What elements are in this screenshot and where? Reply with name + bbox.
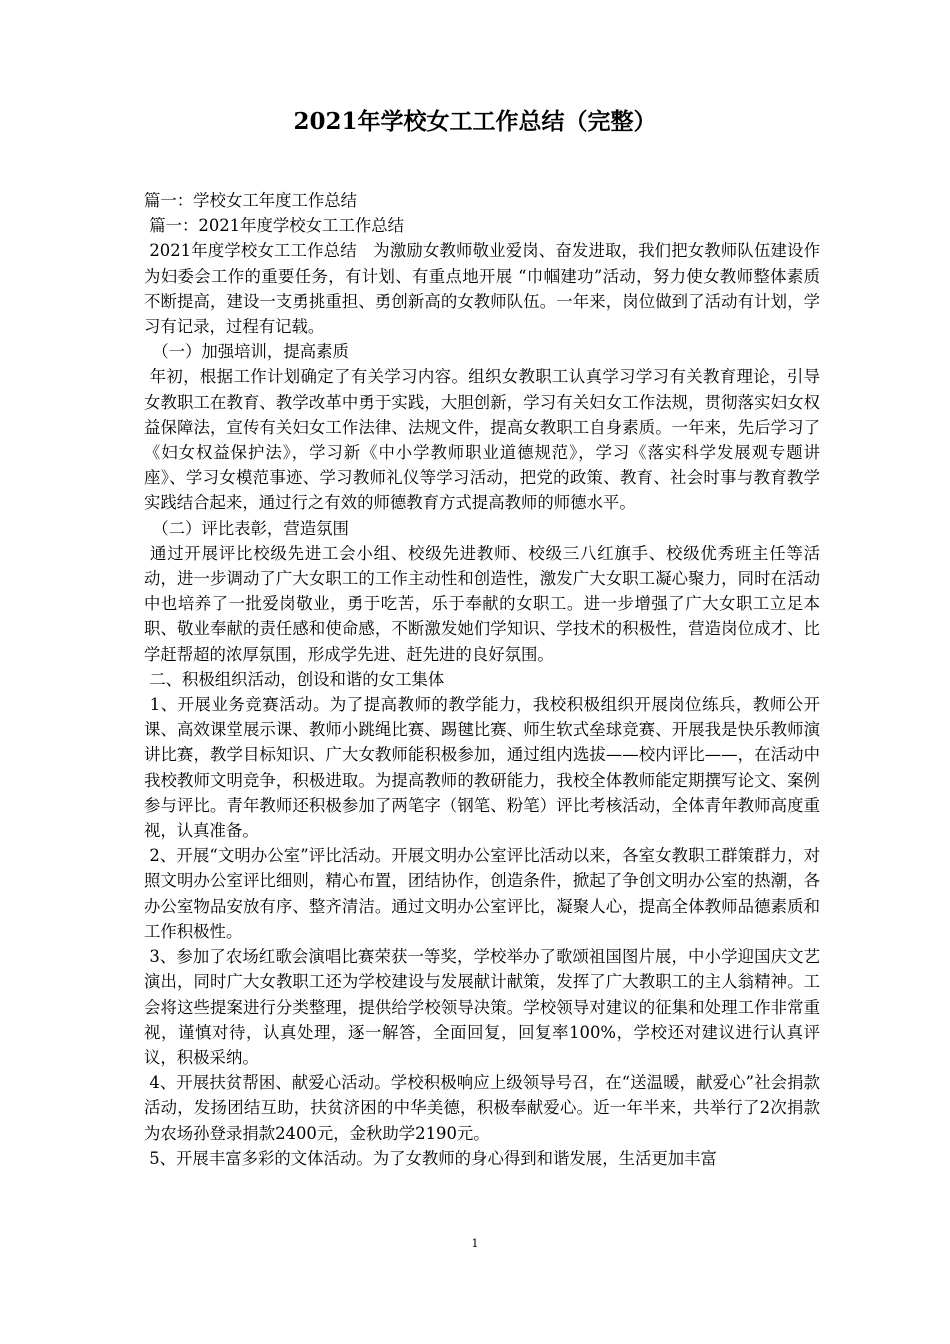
paragraph-subsection-heading: 篇一：2021年度学校女工工作总结 [144, 216, 405, 236]
paragraph-heading-evaluation: （二）评比表彰，营造氛围 [144, 518, 349, 538]
paragraph-heading-activities: 二、积极组织活动，创设和谐的女工集体 [144, 669, 445, 689]
paragraph-activity-2: 2、开展“文明办公室”评比活动。开展文明办公室评比活动以来，各室女教职工群策群力，对照文明办公室评比细则，精心布置，团结协作，创造条件，掀起了争创文明办公室的热潮，各办公室物品安放有序、整齐清洁。通过文明办公室评比，凝聚人心，提高全体教师品德素质和工作积极性。 [144, 846, 821, 941]
paragraph-section-heading: 篇一：学校女工年度工作总结 [144, 191, 358, 210]
paragraph-training: 年初，根据工作计划确定了有关学习内容。组织女教职工认真学习学习有关教育理论，引导女教职工在教育、教学改革中勇于实践，大胆创新，学习有关妇女工作法规，贯彻落实妇女权益保障法，宣传有关妇女工作法律、法规文件，提高女教职工自身素质。一年来，先后学习了《妇女权益保护法》，学习新《中小学教师职业道德规范》，学习《落实科学发展观专题讲座》、学习女模范事迹、学习教师礼仪等学习活动，把党的政策、教育、社会时事与教育教学实践结合起来，通过行之有效的师德教育方式提高教师的师德水平。 [144, 367, 820, 513]
document-body [144, 188, 820, 1171]
paragraph-activity-1: 1、开展业务竞赛活动。为了提高教师的教学能力，我校积极组织开展岗位练兵，教师公开课、高效课堂展示课、教师小跳绳比赛、踢毽比赛、师生软式垒球竞赛、开展我是快乐教师演讲比赛，教学目标知识、广大女教师能积极参加，通过组内选拔——校内评比——，在活动中我校教师文明竞争，积极进取。为提高教师的教研能力，我校全体教师能定期撰写论文、案例参与评比。青年教师还积极参加了两笔字（钢笔、粉笔）评比考核活动，全体青年教师高度重视，认真准备。 [144, 695, 820, 841]
paragraph-activity-3: 3、参加了农场红歌会演唱比赛荣获一等奖，学校举办了歌颂祖国图片展，中小学迎国庆文艺演出，同时广大女教职工还为学校建设与发展献计献策，发挥了广大教职工的主人翁精神。工会将这些提案进行分类整理，提供给学校领导决策。学校领导对建议的征集和处理工作非常重视，谨慎对待，认真处理，逐一解答，全面回复，回复率100%，学校还对建议进行认真评议，积极采纳。 [144, 947, 820, 1067]
paragraph-heading-training: （一）加强培训，提高素质 [144, 342, 349, 362]
paragraph-evaluation: 通过开展评比校级先进工会小组、校级先进教师、校级三八红旗手、校级优秀班主任等活动，进一步调动了广大女职工的工作主动性和创造性，激发广大女职工凝心聚力，同时在活动中也培养了一批爱岗敬业，勇于吃苦，乐于奉献的女职工。进一步增强了广大女职工立足本职、敬业奉献的责任感和使命感，不断激发她们学知识、学技术的积极性，营造岗位成才、比学赶帮超的浓厚氛围，形成学先进、赶先进的良好氛围。 [144, 543, 821, 664]
page-number: 1 [471, 1237, 479, 1250]
paragraph-activity-4: 4、开展扶贫帮困、献爱心活动。学校积极响应上级领导号召，在“送温暖，献爱心”社会捐款活动，发扬团结互助，扶贫济困的中华美德，积极奉献爱心。近一年半来，共举行了2次捐款为农场孙登录捐款2400元，金秋助学2190元。 [144, 1073, 821, 1143]
paragraph-activity-5: 5、开展丰富多彩的文体活动。为了女教师的身心得到和谐发展，生活更加丰富 [144, 1148, 717, 1168]
paragraph-intro: 2021年度学校女工工作总结 为激励女教师敬业爱岗、奋发进取，我们把女教师队伍建设作为妇委会工作的重要任务，有计划、有重点地开展 “巾帼建功”活动，努力使女教师整体素质不断提高，建设一支勇挑重担、勇创新高的女教师队伍。一年来，岗位做到了活动有计划，学习有记录，过程有记载。 [144, 241, 820, 337]
document-title: 2021年学校女工工作总结（完整） [293, 108, 657, 135]
